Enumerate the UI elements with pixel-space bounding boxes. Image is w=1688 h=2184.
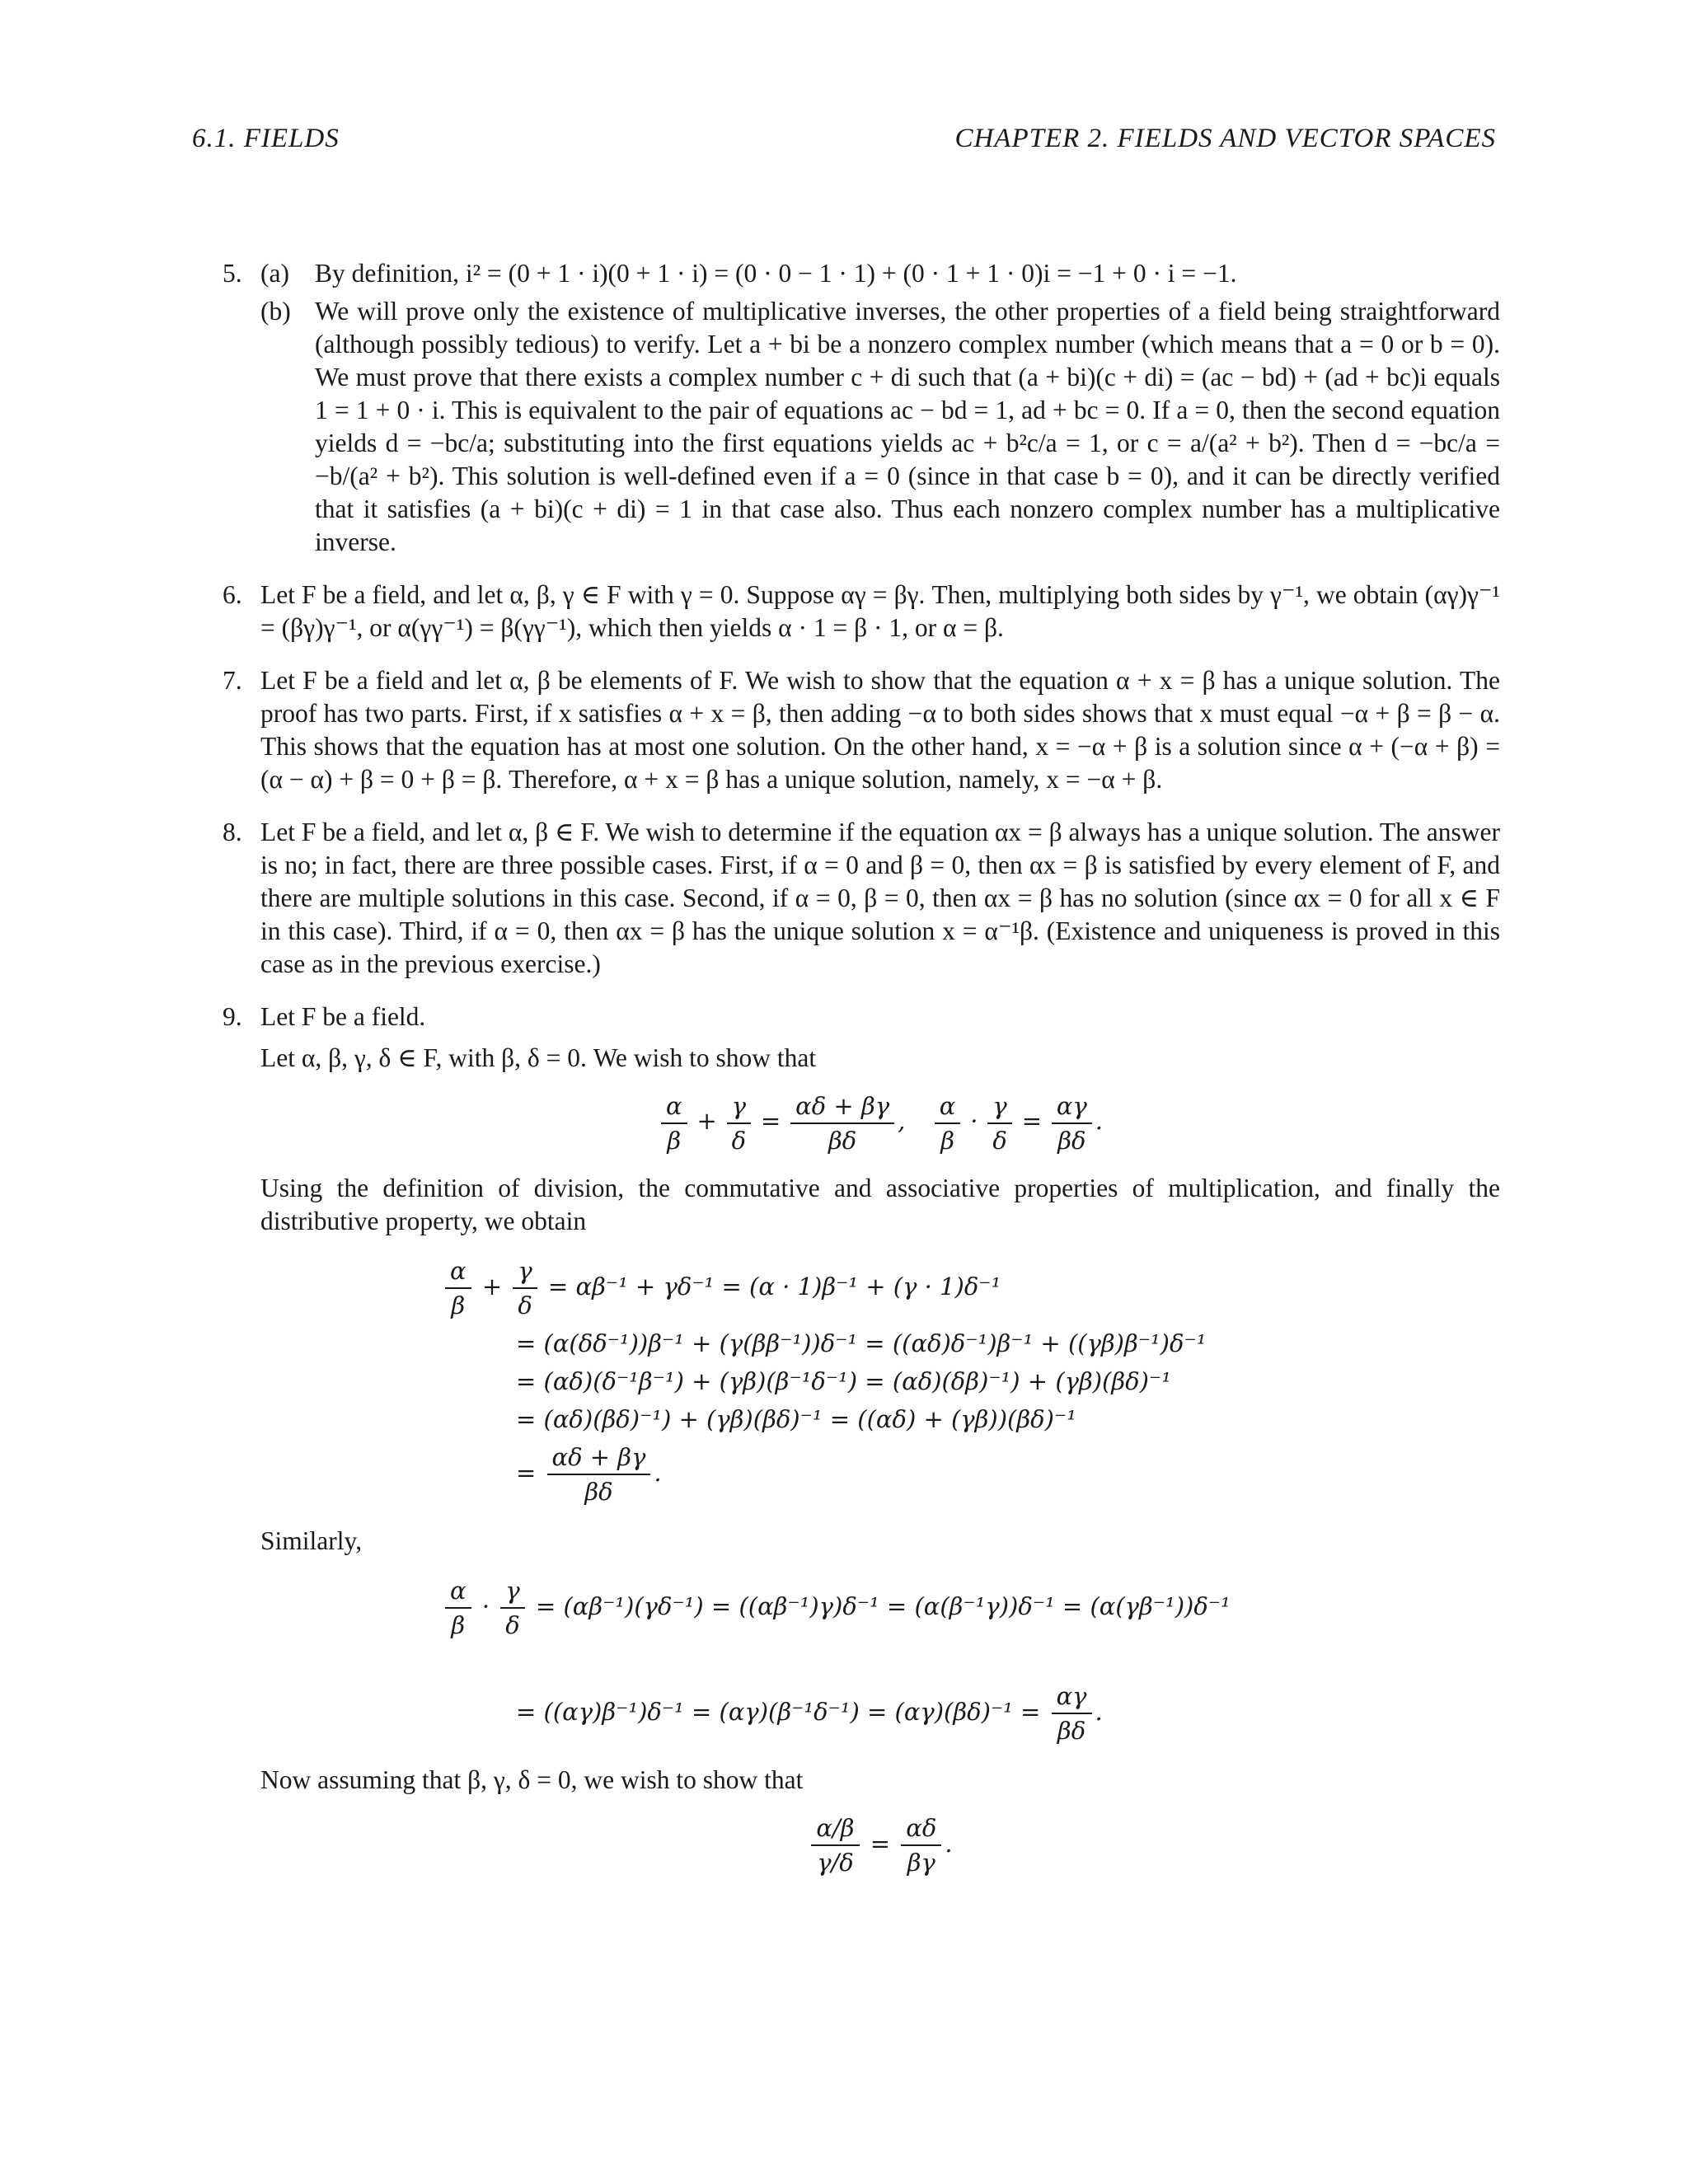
problem-number: 6. [223,580,242,609]
problem-5a [260,257,1500,290]
fraction: $\frac{\alpha\delta + \beta\gamma}{\beta\delta}$ [547,1441,651,1508]
fraction: $\frac{\gamma}{\delta}$ [987,1090,1011,1157]
problem-number: 7. [223,666,242,695]
problem-7 [223,664,1500,796]
page-body [223,257,1500,1899]
fraction: $\frac{\alpha}{\beta}$ [935,1090,961,1157]
equation-line: = (αδ)(δ⁻¹β⁻¹) + (γβ)(β⁻¹δ⁻¹) = (αδ)(δβ)⁻¹) + (γβ)(βδ)⁻¹ [516,1367,1171,1395]
fraction: $\frac{\gamma}{\delta}$ [513,1254,537,1322]
problem-text: Let F be a field. [260,1002,426,1031]
fraction: $\frac{\alpha\delta}{\beta\gamma}$ [901,1811,941,1879]
problem-9 [223,1001,1500,1879]
fraction: $\frac{\alpha}{\beta}$ [445,1254,471,1322]
problem-text: Similarly, [260,1526,363,1555]
fraction: $\frac{\alpha}{\beta}$ [445,1574,471,1642]
sum-derivation [442,1254,1500,1508]
problem-number: 8. [223,818,242,846]
equation-line: $\frac{\alpha}{\beta}$ · $\frac{\gamma}{\delta}$ = (αβ⁻¹)(γδ⁻¹) = ((αβ⁻¹)γ)δ⁻¹ = (α(β⁻¹γ))δ⁻¹ = (α(γβ⁻¹))δ⁻¹ [442,1574,1500,1642]
problem-text: Let α, β, γ, δ ∈ F, with β, δ = 0. We wish to show that [260,1043,817,1072]
part-label: (a) [260,259,289,288]
part-text: We will prove only the existence of multiplicative inverses, the other properties of a field being straightforward (although possibly tedious) to verify. Let a + bi be a nonzero complex number (which means that a = 0 or b = 0). We must prove that there exists a complex number c + di such that (a + bi)(c + di) = (ac − bd) + (ad + bc)i equals 1 = 1 + 0 · i. This is equivalent to the pair of equations ac − bd = 1, ad + bc = 0. If a = 0, then the second equation yields d = −bc/a; substituting into the first equations yields ac + b²c/a = 1, or c = a/(a² + b²). Then d = −bc/a = −b/(a² + b²). This solution is well-defined even if a = 0 (since in that case b = 0), and it can be directly verified that it satisfies (a + bi)(c + di) = 1 in that case also. Thus each nonzero complex number has a multiplicative inverse. [315,297,1500,556]
equation-line: = $\frac{\alpha\delta + \beta\gamma}{\beta\delta}$ . [442,1441,1500,1508]
fraction: $\frac{\alpha\gamma}{\beta\delta}$ [1052,1680,1092,1747]
fraction: $\frac{\gamma}{\delta}$ [727,1090,751,1157]
equation-line: $\frac{\alpha}{\beta}$ + $\frac{\gamma}{\delta}$ = αβ⁻¹ + γδ⁻¹ = (α · 1)β⁻¹ + (γ · 1)δ⁻¹ [442,1254,1500,1322]
problem-text: Let F be a field and let α, β be elements of F. We wish to show that the equation α + x = β has a unique solution. The proof has two parts. First, if x satisfies α + x = β, then adding −α to both sides shows that x must equal −α + β = β − α. This shows that the equation has at most one solution. On the other hand, x = −α + β is a solution since α + (−α + β) = (α − α) + β = 0 + β = β. Therefore, α + x = β has a unique solution, namely, x = −α + β. [260,666,1500,794]
running-header-left: 6.1. FIELDS [192,124,340,153]
problem-8 [223,816,1500,981]
fraction: $\frac{\gamma}{\delta}$ [500,1574,524,1642]
problem-text: Using the definition of division, the commutative and associative properties of multiplication, and finally the distributive property, we obtain [260,1174,1500,1235]
display-equation: $\frac{\alpha/\beta}{\gamma/\delta}$ = $\frac{\alpha\delta}{\beta\gamma}$ . [260,1811,1500,1879]
fraction: $\frac{\alpha\delta + \beta\gamma}{\beta\delta}$ [790,1090,894,1157]
problem-5b [260,295,1500,559]
part-text: By definition, i² = (0 + 1 · i)(0 + 1 · i) = (0 · 0 − 1 · 1) + (0 · 1 + 1 · 0)i = −1 + 0 · i = −1. [315,259,1237,288]
fraction: $\frac{\alpha}{\beta}$ [661,1090,687,1157]
fraction: $\frac{\alpha\gamma}{\beta\delta}$ [1052,1090,1092,1157]
running-header-right: CHAPTER 2. FIELDS AND VECTOR SPACES [954,124,1496,153]
part-label: (b) [260,297,291,326]
equation-line: = (αδ)(βδ)⁻¹) + (γβ)(βδ)⁻¹ = ((αδ) + (γβ))(βδ)⁻¹ [516,1405,1076,1433]
problem-5 [223,257,1500,559]
equation-line: = ((αγ)β⁻¹)δ⁻¹ = (αγ)(β⁻¹δ⁻¹) = (αγ)(βδ)⁻¹ = $\frac{\alpha\gamma}{\beta\delta}$ . [442,1680,1500,1747]
product-derivation [442,1574,1500,1747]
problem-number: 9. [223,1002,242,1031]
display-equation: $\frac{\alpha}{\beta}$ + $\frac{\gamma}{\delta}$ = $\frac{\alpha\delta + \beta\gamma}{\beta\delta}$ , $\frac{\alpha}{\beta}$ · $\frac{\gamma}{\delta}$ = $\frac{\alpha\gamma}{\beta\delta}$ . [260,1090,1500,1157]
problem-text: Let F be a field, and let α, β, γ ∈ F with γ = 0. Suppose αγ = βγ. Then, multiplying both sides by γ⁻¹, we obtain (αγ)γ⁻¹ = (βγ)γ⁻¹, or α(γγ⁻¹) = β(γγ⁻¹), which then yields α · 1 = β · 1, or α = β. [260,580,1500,642]
equation-line: = (α(δδ⁻¹))β⁻¹ + (γ(ββ⁻¹))δ⁻¹ = ((αδ)δ⁻¹)β⁻¹ + ((γβ)β⁻¹)δ⁻¹ [516,1329,1207,1357]
problem-number: 5. [223,259,242,288]
problem-6 [223,579,1500,644]
fraction: $\frac{\alpha/\beta}{\gamma/\delta}$ [811,1811,859,1879]
problem-text: Now assuming that β, γ, δ = 0, we wish to show that [260,1765,804,1794]
problem-text: Let F be a field, and let α, β ∈ F. We wish to determine if the equation αx = β always has a unique solution. The answer is no; in fact, there are three possible cases. First, if α = 0 and β = 0, then αx = β is satisfied by every element of F, and there are multiple solutions in this case. Second, if α = 0, β = 0, then αx = β has no solution (since αx = 0 for all x ∈ F in this case). Third, if α = 0, then αx = β has the unique solution x = α⁻¹β. (Existence and uniqueness is proved in this case as in the previous exercise.) [260,818,1500,978]
